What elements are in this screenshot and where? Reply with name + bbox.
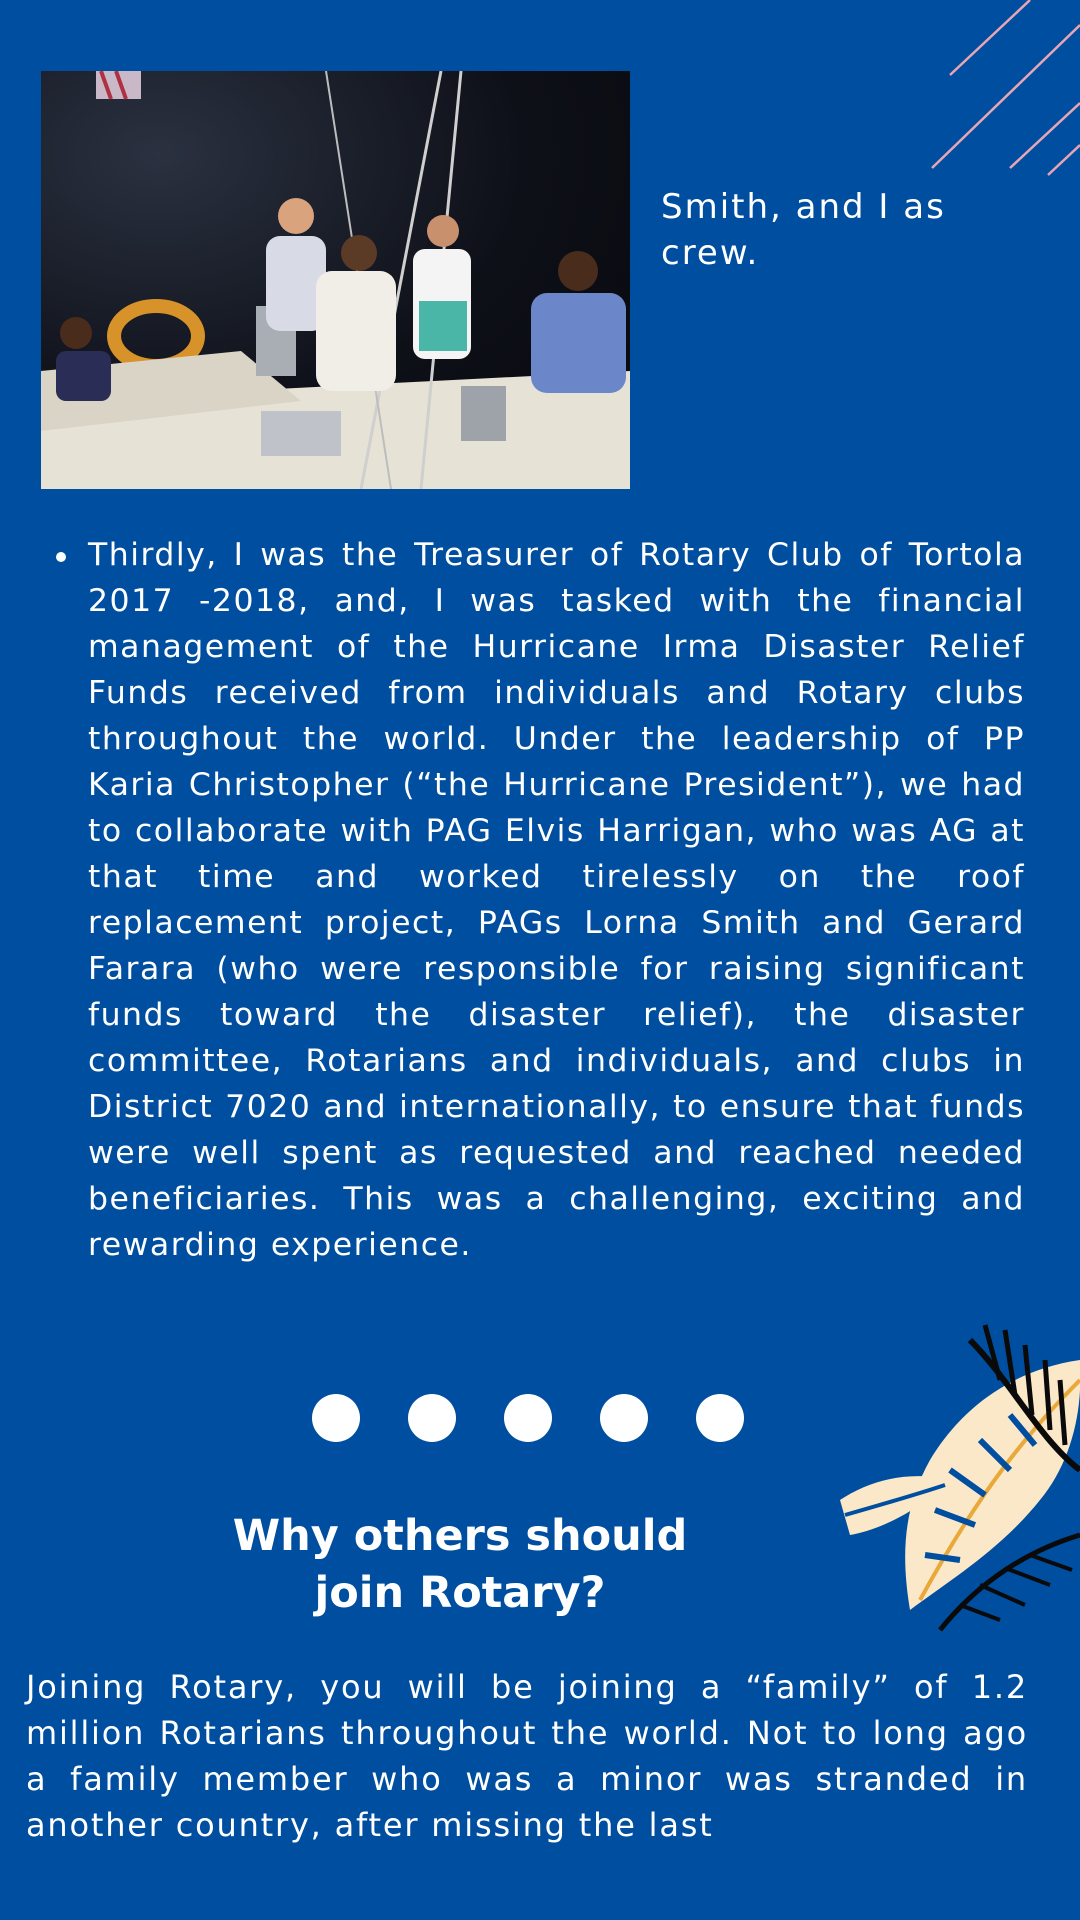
intro-continuation-text: Smith, and I as crew.	[661, 187, 946, 273]
decorative-lines	[840, 0, 1080, 200]
bullet-list-item	[50, 532, 1025, 1268]
dot-icon	[312, 1394, 360, 1442]
dot-icon	[600, 1394, 648, 1442]
bullet-icon	[56, 552, 66, 562]
section-heading	[160, 1508, 760, 1622]
dot-icon	[408, 1394, 456, 1442]
section-body-text: Joining Rotary, you will be joining a “family” of 1.2 million Rotarians throughout the world. Not to long ago a family member who was a minor was stranded in another country, after missing the last	[26, 1668, 1028, 1844]
section-heading-line1: Why others should	[232, 1511, 688, 1561]
section-heading-line2: join Rotary?	[314, 1568, 606, 1618]
bullet-text: Thirdly, I was the Treasurer of Rotary Club of Tortola 2017 -2018, and, I was tasked with the financial management of the Hurricane Irma Disaster Relief Funds received from individuals and Rotary clubs throughout the world. Under the leadership of PP Karia Christopher (“the Hurricane President”), we had to collaborate with PAG Elvis Harrigan, who was AG at that time and worked tirelessly on the roof replacement project, PAGs Lorna Smith and Gerard Farara (who were responsible for raising significant funds toward the disaster relief), the disaster committee, Rotarians and individuals, and clubs in District 7020 and internationally, to ensure that funds were well spent as requested and reached needed beneficiaries. This was a challenging, exciting and rewarding experience.	[88, 537, 1025, 1263]
dot-icon	[504, 1394, 552, 1442]
dot-icon	[696, 1394, 744, 1442]
tropical-leaves-icon	[810, 1320, 1080, 1640]
dot-separator	[312, 1394, 744, 1442]
sailboat-crew-photo	[41, 71, 630, 489]
